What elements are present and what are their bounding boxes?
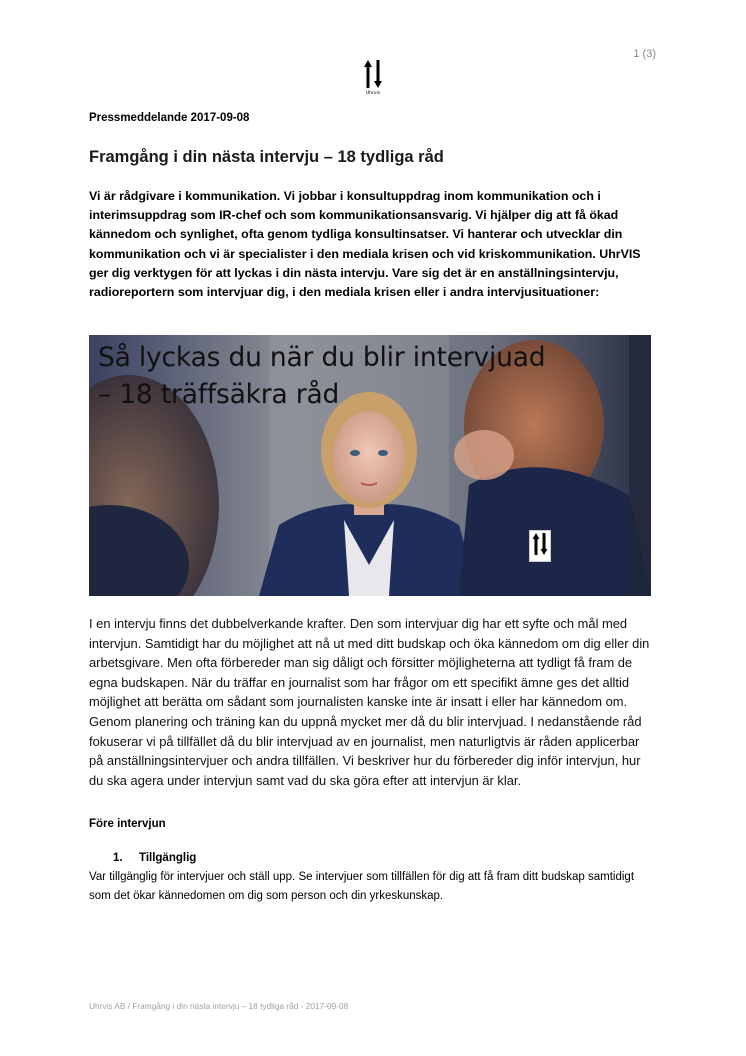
- intro-paragraph: Vi är rådgivare i kommunikation. Vi jobbar i konsultuppdrag inom kommunikation och i interimsuppdrag som IR-chef och som kommunikationsansvarig. Vi hjälper dig att få ökad kännedom och synlighet, ofta genom tydliga konsultinsatser. Vi hanterar och utvecklar din kommunikation och vi är specialister i den mediala krisen och vid kriskommunikation. UhrVIS ger dig verktygen för att lyckas i din nästa intervju. Vare sig det är en anställningsintervju, radioreportern som intervjuar dig, i den mediala krisen eller i andra intervjusituationer:: [89, 189, 641, 300]
- page-current: 1: [633, 48, 640, 60]
- svg-text:Uhrvis: Uhrvis: [365, 91, 381, 96]
- hero-title-line2: – 18 träffsäkra råd: [98, 379, 340, 410]
- press-release-date: Pressmeddelande 2017-09-08: [89, 112, 250, 124]
- hero-title-line1: Så lyckas du när du blir intervjuad: [98, 342, 546, 373]
- list-item-label: Tillgänglig: [139, 852, 197, 864]
- body-paragraph: I en intervju finns det dubbelverkande krafter. Den som intervjuar dig har ett syfte och mål med intervjun. Samtidigt har du möjlighet att nå ut med ditt budskap och öka kännedom om dig eller din arbetsgivare. Men ofta förbereder man sig dåligt och försitter möjligheterna att tydligt få fram de egna budskapen. När du träffar en journalist som har frågor om ett specifikt ämne ges det alltid möjlighet att berätta om sådant som journalisten kanske inte är insatt i eller har kännedom om. Genom planering och träning kan du uppnå mycket mer då du blir intervjuad. I nedanstående råd fokuserar vi på tillfället då du blir intervjuad av en journalist, men naturligtvis är råden applicerbar på anställningsintervjuer och andra tillfällen. Vi beskriver hur du förbereder dig inför intervjun, hur du ska agera under intervjun samt vad du ska göra efter att intervjun är klar.: [89, 616, 650, 788]
- page-total: (3): [642, 48, 656, 60]
- list-item-title: [113, 852, 196, 864]
- list-item-text: Var tillgänglig för intervjuer och ställ upp. Se intervjuer som tillfällen för dig att få fram ditt budskap samtidigt som det ökar kännedomen om dig som person och din yrkeskunskap.: [89, 871, 635, 903]
- page-number: [633, 48, 656, 60]
- hero-logo-icon: [529, 530, 551, 562]
- list-item-number: 1.: [113, 852, 123, 864]
- hero-image: [89, 335, 651, 596]
- page-title: Framgång i din nästa intervju – 18 tydliga råd: [89, 148, 444, 166]
- uhrvis-logo-icon: [363, 60, 383, 96]
- page-footer: Uhrvis AB / Framgång i din nästa intervju – 18 tydliga råd - 2017-09-08: [89, 1001, 349, 1011]
- section-heading: Före intervjun: [89, 818, 166, 830]
- hero-title: [98, 339, 545, 413]
